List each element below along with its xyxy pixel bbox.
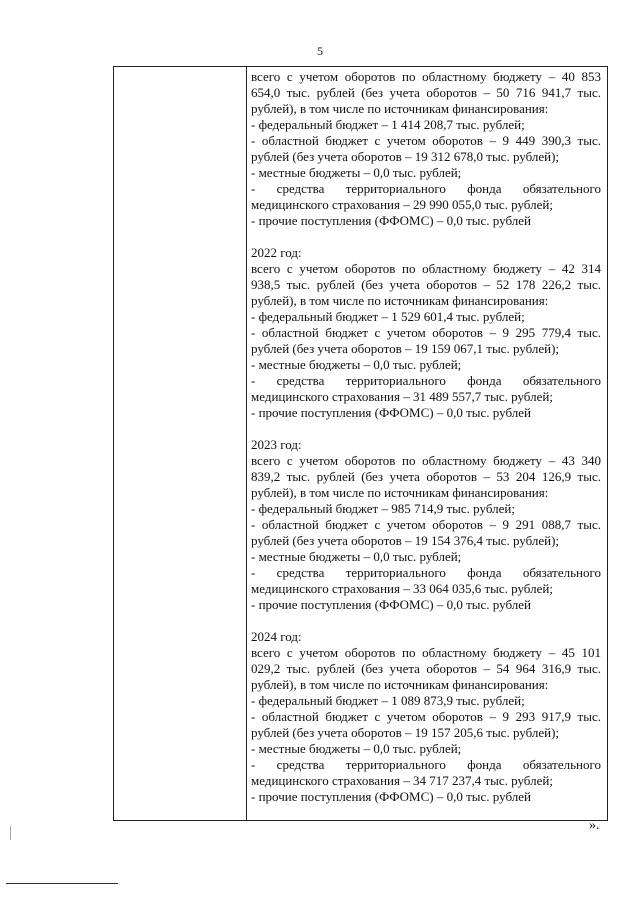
text-line: - средства территориального фонда обязательного медицинского страхования – 31 489 557,7 тыс. рублей;	[251, 373, 601, 404]
text-line: - средства территориального фонда обязательного медицинского страхования – 34 717 237,4 тыс. рублей;	[251, 757, 601, 788]
text-line: всего с учетом оборотов по областному бюджету – 45 101 029,2 тыс. рублей (без учета оборотов – 54 964 316,9 тыс. рублей), в том числе по источникам финансирования:	[251, 645, 601, 692]
text-line: - федеральный бюджет – 985 714,9 тыс. рублей;	[251, 501, 515, 516]
text-line: - местные бюджеты – 0,0 тыс. рублей;	[251, 741, 462, 756]
text-line: - прочие поступления (ФФОМС) – 0,0 тыс. рублей	[251, 405, 531, 420]
footnote-rule	[6, 883, 118, 884]
funding-block-2022	[251, 245, 601, 421]
page-number: 5	[317, 44, 323, 58]
text-line: всего с учетом оборотов по областному бюджету – 40 853 654,0 тыс. рублей (без учета оборотов – 50 716 941,7 тыс. рублей), в том числе по источникам финансирования:	[251, 69, 601, 116]
text-line: - средства территориального фонда обязательного медицинского страхования – 33 064 035,6 тыс. рублей;	[251, 565, 601, 596]
funding-block-2024	[251, 629, 601, 805]
text-line: всего с учетом оборотов по областному бюджету – 42 314 938,5 тыс. рублей (без учета оборотов – 52 178 226,2 тыс. рублей), в том числе по источникам финансирования:	[251, 261, 601, 308]
text-line: - федеральный бюджет – 1 089 873,9 тыс. рублей;	[251, 693, 525, 708]
text-line: - прочие поступления (ФФОМС) – 0,0 тыс. рублей	[251, 213, 531, 228]
text-line: - местные бюджеты – 0,0 тыс. рублей;	[251, 357, 462, 372]
table-content-cell	[251, 69, 601, 821]
text-line: всего с учетом оборотов по областному бюджету – 43 340 839,2 тыс. рублей (без учета оборотов – 53 204 126,9 тыс. рублей), в том числе по источникам финансирования:	[251, 453, 601, 500]
text-line: - областной бюджет с учетом оборотов – 9 295 779,4 тыс. рублей (без учета оборотов – 19 159 067,1 тыс. рублей);	[251, 325, 601, 356]
document-table	[113, 66, 608, 821]
text-line: - прочие поступления (ФФОМС) – 0,0 тыс. рублей	[251, 597, 531, 612]
text-line: - местные бюджеты – 0,0 тыс. рублей;	[251, 165, 462, 180]
funding-block-2023	[251, 437, 601, 613]
text-line: - федеральный бюджет – 1 414 208,7 тыс. рублей;	[251, 117, 525, 132]
column-divider	[246, 67, 247, 820]
text-line: - областной бюджет с учетом оборотов – 9 291 088,7 тыс. рублей (без учета оборотов – 19 154 376,4 тыс. рублей);	[251, 517, 601, 548]
scan-margin-mark	[10, 826, 11, 840]
text-line: - областной бюджет с учетом оборотов – 9 449 390,3 тыс. рублей (без учета оборотов – 19 312 678,0 тыс. рублей);	[251, 133, 601, 164]
year-heading: 2023 год:	[251, 437, 302, 452]
text-line: - федеральный бюджет – 1 529 601,4 тыс. рублей;	[251, 309, 525, 324]
text-line: - прочие поступления (ФФОМС) – 0,0 тыс. рублей	[251, 789, 531, 804]
text-line: - средства территориального фонда обязательного медицинского страхования – 29 990 055,0 тыс. рублей;	[251, 181, 601, 212]
text-line: - местные бюджеты – 0,0 тыс. рублей;	[251, 549, 462, 564]
text-line: - областной бюджет с учетом оборотов – 9 293 917,9 тыс. рублей (без учета оборотов – 19 157 205,6 тыс. рублей);	[251, 709, 601, 740]
funding-block	[251, 69, 601, 229]
year-heading: 2024 год:	[251, 629, 302, 644]
year-heading: 2022 год:	[251, 245, 302, 260]
closing-quote-mark: ».	[589, 818, 600, 833]
